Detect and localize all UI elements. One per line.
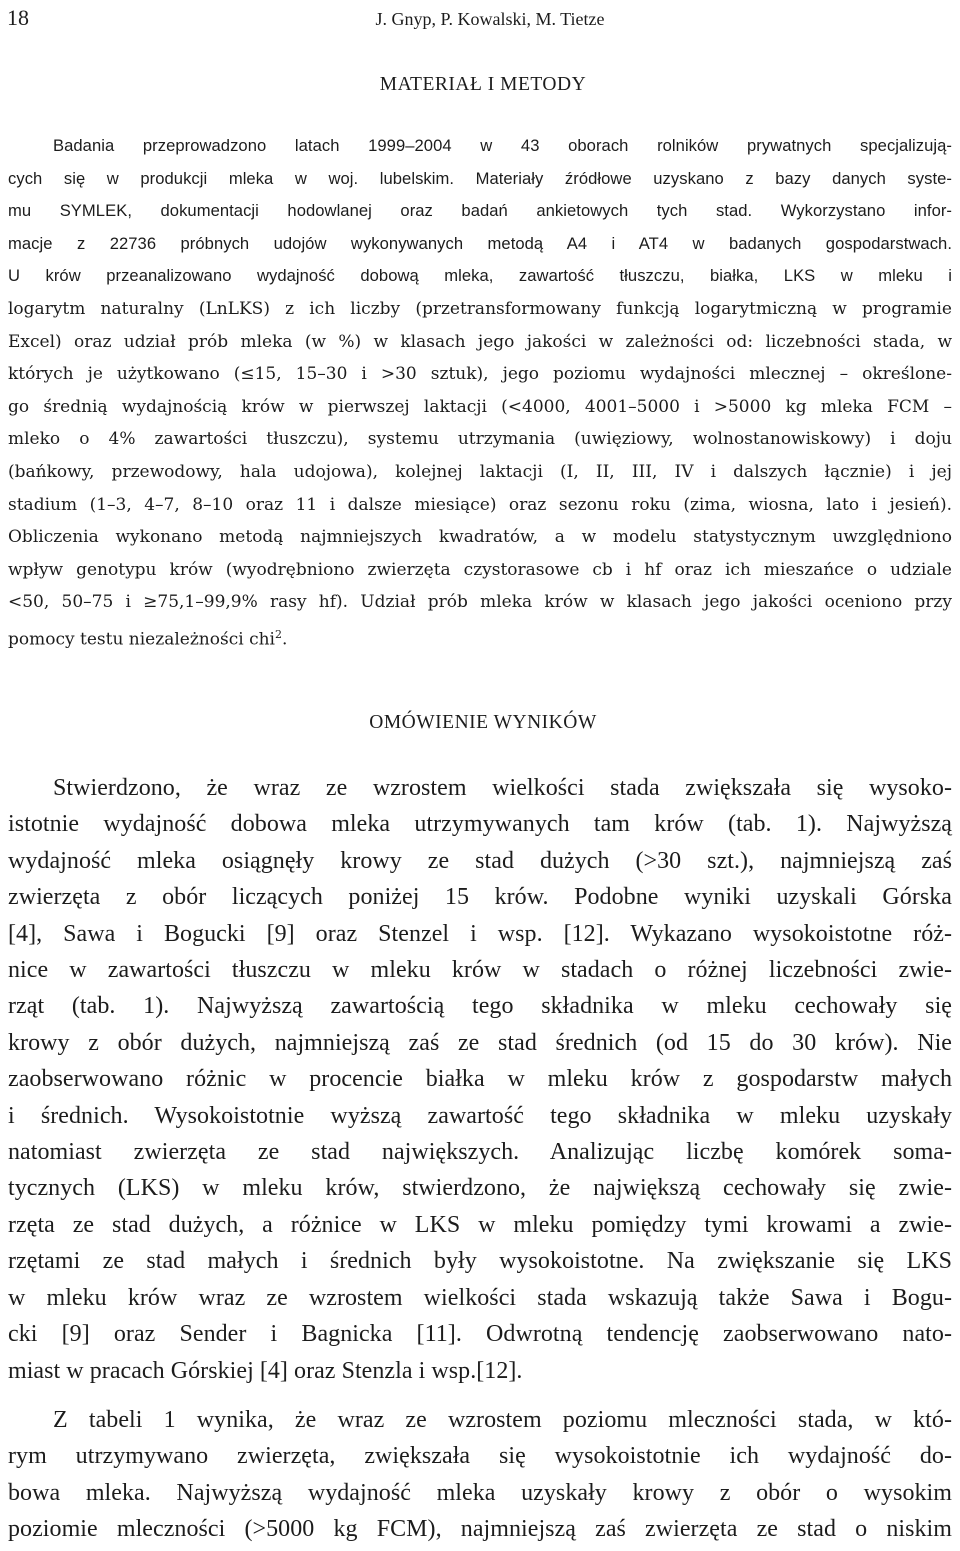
section-heading-methods: MATERIAŁ I METODY <box>379 74 587 95</box>
text-fragment: . <box>281 629 288 650</box>
text-line: rym utrzymywano zwierzęta, zwiększała się wysokoistotnie ich wydajność do- <box>8 1443 952 1470</box>
text-line: (bańkowy, przewodowy, hala udojowa), kolejnej laktacji (I, II, III, IV i dalszych łącznie) i jej <box>8 461 952 482</box>
text-line: miast w pracach Górskiej [4] oraz Stenzla i wsp.[12]. <box>8 1357 523 1384</box>
text-line: go średnią wydajnością krów w pierwszej laktacji (<4000, 4001–5000 i >5000 kg mleka FCM – <box>8 396 952 417</box>
superscript: 2 <box>274 627 282 641</box>
methods-paragraph <box>8 130 952 656</box>
text-line: Stwierdzono, że wraz ze wzrostem wielkości stada zwiększała się wysoko- <box>53 775 952 801</box>
text-line: w mleku krów wraz ze wzrostem wielkości stada wskazują także Sawa i Bogu- <box>8 1284 952 1311</box>
running-head <box>0 6 960 32</box>
text-line: zaobserwowano różnic w procencie białka w mleku krów z gospodarstw małych <box>8 1066 952 1093</box>
results-paragraph-1 <box>8 770 952 1389</box>
text-line: natomiast zwierzęta ze stad największych. Analizując liczbę komórek soma- <box>8 1139 952 1166</box>
text-line: rzęta ze stad dużych, a różnice w LKS w mleku pomiędzy tymi krowami a zwie- <box>8 1211 952 1238</box>
text-line: <50, 50–75 i ≥75,1–99,9% rasy hf). Udział prób mleka krów w klasach jego jakości oceniono przy <box>8 592 952 613</box>
text-line: macje z 22736 próbnych udojów wykonywanych metodą A4 i AT4 w badanych gospodarstwach. <box>8 233 952 253</box>
text-line: mu SYMLEK, dokumentacji hodowlanej oraz badań ankietowych tych stad. Wykorzystano infor- <box>8 201 952 221</box>
text-fragment: pomocy testu niezależności chi <box>8 629 275 650</box>
text-line: wpływ genotypu krów (wyodrębniono zwierzęta czystorasowe cb i hf oraz ich mieszańce o udziale <box>8 559 952 580</box>
section-heading-results: OMÓWIENIE WYNIKÓW <box>369 712 597 733</box>
text-line: Z tabeli 1 wynika, że wraz ze wzrostem poziomu mleczności stada, w któ- <box>53 1407 952 1433</box>
text-line: Badania przeprowadzono latach 1999–2004 w 43 oborach rolników prywatnych specjalizują- <box>53 136 952 155</box>
text-line-last <box>8 619 952 656</box>
text-line: poziomie mleczności (>5000 kg FCM), najmniejszą zaś zwierzęta ze stad o niskim <box>8 1516 952 1543</box>
text-line: Excel) oraz udział prób mleka (w %) w klasach jego jakości w zależności od: liczebności stada, w <box>8 331 952 352</box>
text-line: Obliczenia wykonano metodą najmniejszych kwadratów, a w modelu statystycznym uwzględniono <box>8 527 952 548</box>
text-line: tycznych (LKS) w mleku krów, stwierdzono, że największą cechowały się zwie- <box>8 1175 952 1202</box>
text-line: których je użytkowano (≤15, 15–30 i >30 sztuk), jego poziomu wydajności mlecznej – określone- <box>8 364 952 385</box>
results-paragraph-2 <box>8 1402 952 1548</box>
running-head-authors: J. Gnyp, P. Kowalski, M. Tietze <box>375 9 605 29</box>
text-line: istotnie wydajność dobowa mleka utrzymywanych tam krów (tab. 1). Najwyższą <box>8 811 952 838</box>
text-line: logarytm naturalny (LnLKS) z ich liczby (przetransformowany funkcją logarytmiczną w programie <box>8 298 952 319</box>
text-line: bowa mleka. Najwyższą wydajność mleka uzyskały krowy z obór o wysokim <box>8 1479 952 1506</box>
text-line: i średnich. Wysokoistotnie wyższą zawartość tego składnika w mleku uzyskały <box>8 1102 952 1129</box>
text-line: U krów przeanalizowano wydajność dobową mleka, zawartość tłuszczu, białka, LKS w mleku i <box>8 266 952 286</box>
text-line: [4], Sawa i Bogucki [9] oraz Stenzel i wsp. [12]. Wykazano wysokoistotne róż- <box>8 920 952 947</box>
text-line: nice w zawartości tłuszczu w mleku krów w stadach o różnej liczebności zwie- <box>8 957 952 984</box>
text-line: stadium (1–3, 4–7, 8–10 oraz 11 i dalsze miesiące) oraz sezonu roku (zima, wiosna, lato i jesień). <box>8 494 952 515</box>
text-line: zwierzęta z obór liczących poniżej 15 krów. Podobne wyniki uzyskali Górska <box>8 884 952 911</box>
text-line: rzętami ze stad małych i średnich były wysokoistotne. Na zwiększanie się LKS <box>8 1248 952 1275</box>
text-line: krowy z obór dużych, najmniejszą zaś ze stad średnich (od 15 do 30 krów). Nie <box>8 1029 952 1056</box>
text-line: cych się w produkcji mleka w woj. lubelskim. Materiały źródłowe uzyskano z bazy danych syste- <box>8 168 952 188</box>
text-line: wydajność mleka osiągnęły krowy ze stad dużych (>30 szt.), najmniejszą zaś <box>8 847 952 874</box>
text-line: mleko o 4% zawartości tłuszczu), systemu utrzymania (uwięziowy, wolnostanowiskowy) i doju <box>8 429 952 450</box>
page-number: 18 <box>7 5 29 30</box>
text-line: rząt (tab. 1). Najwyższą zawartością tego składnika w mleku cechowały się <box>8 993 952 1020</box>
text-line: cki [9] oraz Sender i Bagnicka [11]. Odwrotną tendencję zaobserwowano nato- <box>8 1321 952 1348</box>
